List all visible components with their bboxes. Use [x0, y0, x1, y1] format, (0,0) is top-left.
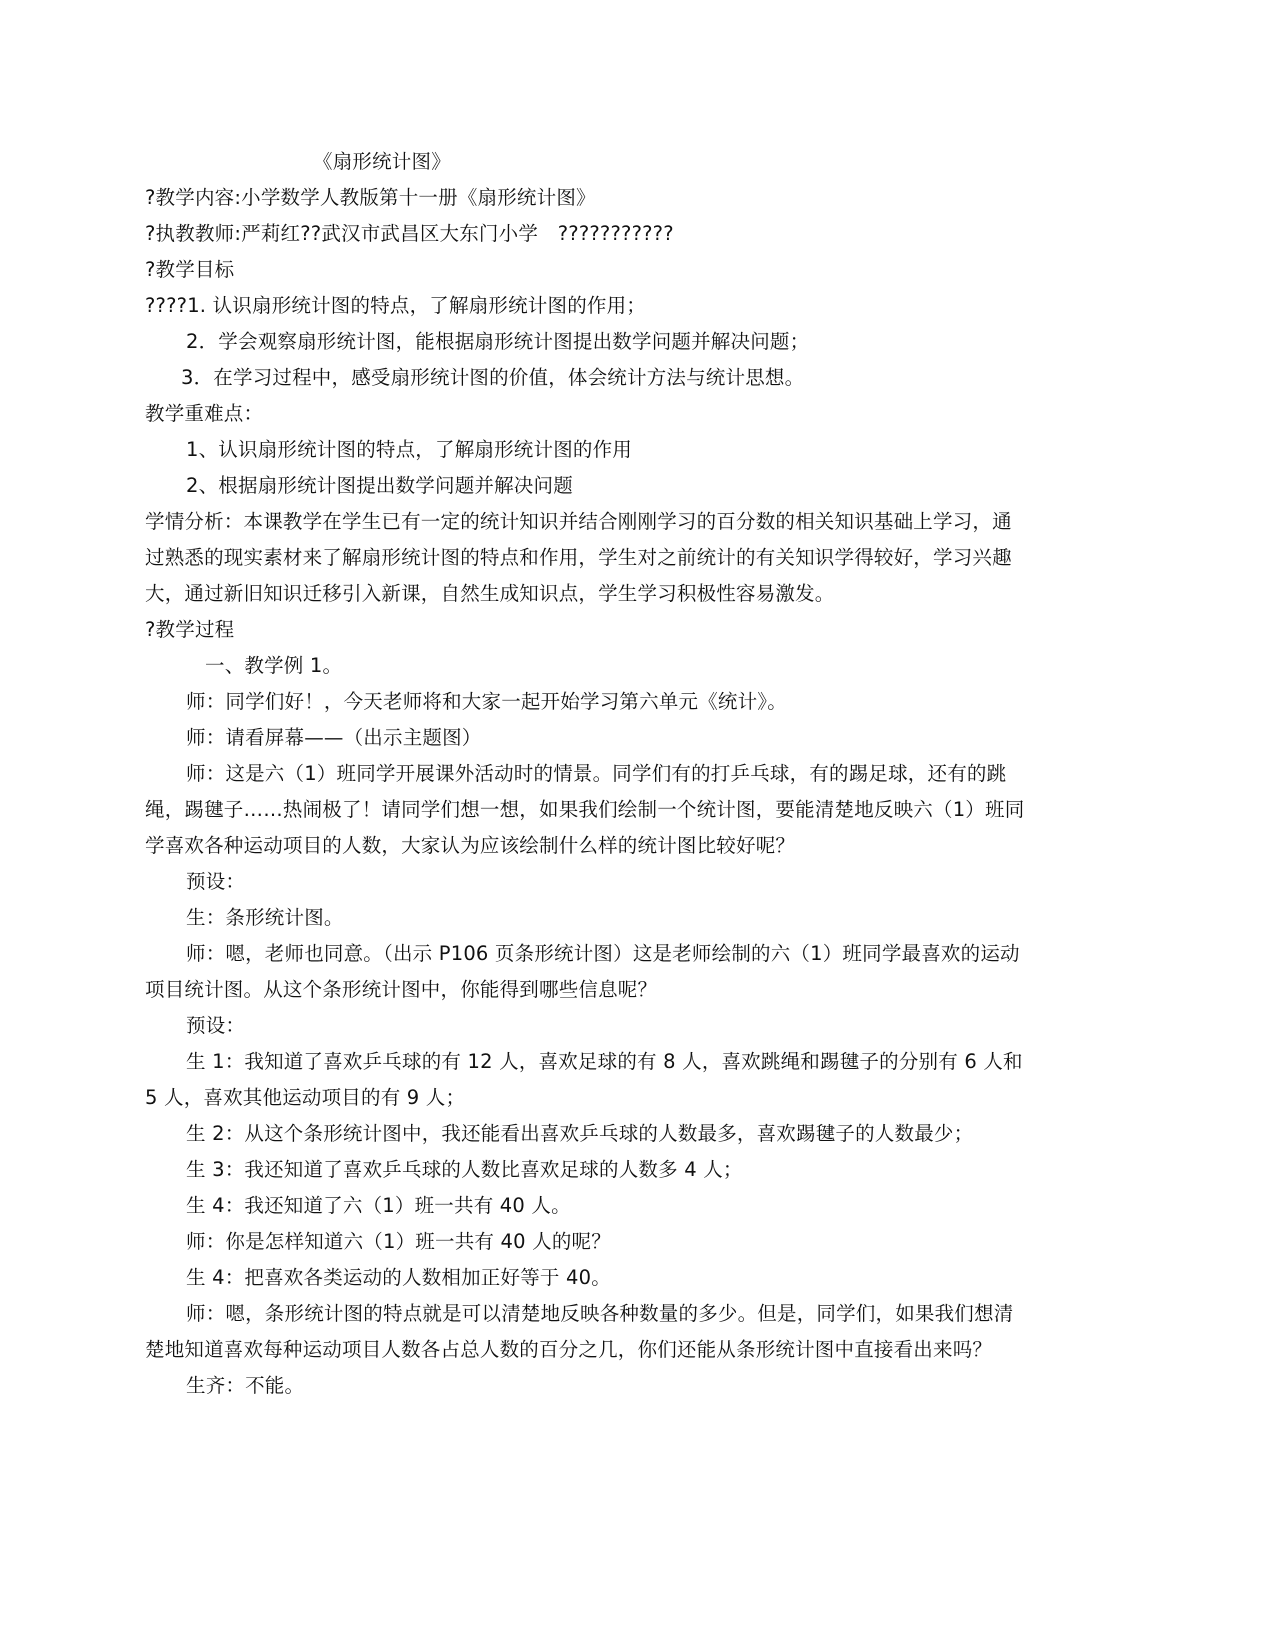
text-line: 师：嗯，条形统计图的特点就是可以清楚地反映各种数量的多少。但是，同学们，如果我们想清	[186, 1302, 1014, 1325]
text-line: ?执教教师:严莉红??武汉市武昌区大东门小学 ???????????	[145, 222, 674, 245]
text-line: 生 4：把喜欢各类运动的人数相加正好等于 40。	[186, 1266, 611, 1289]
text-line: 2．学会观察扇形统计图，能根据扇形统计图提出数学问题并解决问题；	[186, 330, 810, 353]
text-line: 学喜欢各种运动项目的人数，大家认为应该绘制什么样的统计图比较好呢？	[145, 834, 796, 857]
text-line: 生齐：不能。	[186, 1374, 305, 1397]
text-line: 生 4：我还知道了六（1）班一共有 40 人。	[186, 1194, 571, 1217]
text-line: 2、根据扇形统计图提出数学问题并解决问题	[186, 474, 573, 497]
text-line: 师：你是怎样知道六（1）班一共有 40 人的呢？	[186, 1230, 611, 1253]
text-line: 生：条形统计图。	[186, 906, 344, 929]
text-line: ????1. 认识扇形统计图的特点，了解扇形统计图的作用；	[145, 294, 647, 317]
text-line: 5 人，喜欢其他运动项目的有 9 人；	[145, 1086, 466, 1109]
text-line: 师：请看屏幕——（出示主题图）	[186, 726, 482, 749]
text-line: 师：嗯，老师也同意。（出示 P106 页条形统计图）这是老师绘制的六（1）班同学最喜欢的运动	[186, 942, 1020, 965]
section-heading: 教学重难点：	[145, 402, 264, 425]
text-line: 楚地知道喜欢每种运动项目人数各占总人数的百分之几，你们还能从条形统计图中直接看出来吗？	[145, 1338, 993, 1361]
text-line: 生 2：从这个条形统计图中，我还能看出喜欢乒乓球的人数最多，喜欢踢毽子的人数最少；	[186, 1122, 974, 1145]
text-line: 1、认识扇形统计图的特点，了解扇形统计图的作用	[186, 438, 633, 461]
text-line: ?教学内容:小学数学人教版第十一册《扇形统计图》	[145, 186, 596, 209]
text-line: 项目统计图。从这个条形统计图中，你能得到哪些信息呢？	[145, 978, 658, 1001]
text-line: 过熟悉的现实素材来了解扇形统计图的特点和作用，学生对之前统计的有关知识学得较好，学习兴趣	[145, 546, 1012, 569]
text-line: 学情分析：本课教学在学生已有一定的统计知识并结合刚刚学习的百分数的相关知识基础上学习，通	[145, 510, 1012, 533]
section-heading: ?教学目标	[145, 258, 235, 281]
text-line: 一、教学例 1。	[205, 654, 343, 677]
text-line: 师：同学们好！，今天老师将和大家一起开始学习第六单元《统计》。	[186, 690, 787, 713]
text-line: 预设：	[186, 870, 246, 893]
text-line: 预设：	[186, 1014, 246, 1037]
section-heading: ?教学过程	[145, 618, 235, 641]
text-line: 生 1：我知道了喜欢乒乓球的有 12 人，喜欢足球的有 8 人，喜欢跳绳和踢毽子的分别有 6 人和	[186, 1050, 1023, 1073]
text-line: 生 3：我还知道了喜欢乒乓球的人数比喜欢足球的人数多 4 人；	[186, 1158, 743, 1181]
document-title: 《扇形统计图》	[313, 150, 451, 173]
text-line: 大，通过新旧知识迁移引入新课，自然生成知识点，学生学习积极性容易激发。	[145, 582, 835, 605]
text-line: 师：这是六（1）班同学开展课外活动时的情景。同学们有的打乒乓球，有的踢足球，还有的跳	[186, 762, 1007, 785]
text-line: 绳，踢毽子……热闹极了！请同学们想一想，如果我们绘制一个统计图，要能清楚地反映六（1）班同	[145, 798, 1025, 821]
text-line: 3．在学习过程中，感受扇形统计图的价值，体会统计方法与统计思想。	[181, 366, 805, 389]
